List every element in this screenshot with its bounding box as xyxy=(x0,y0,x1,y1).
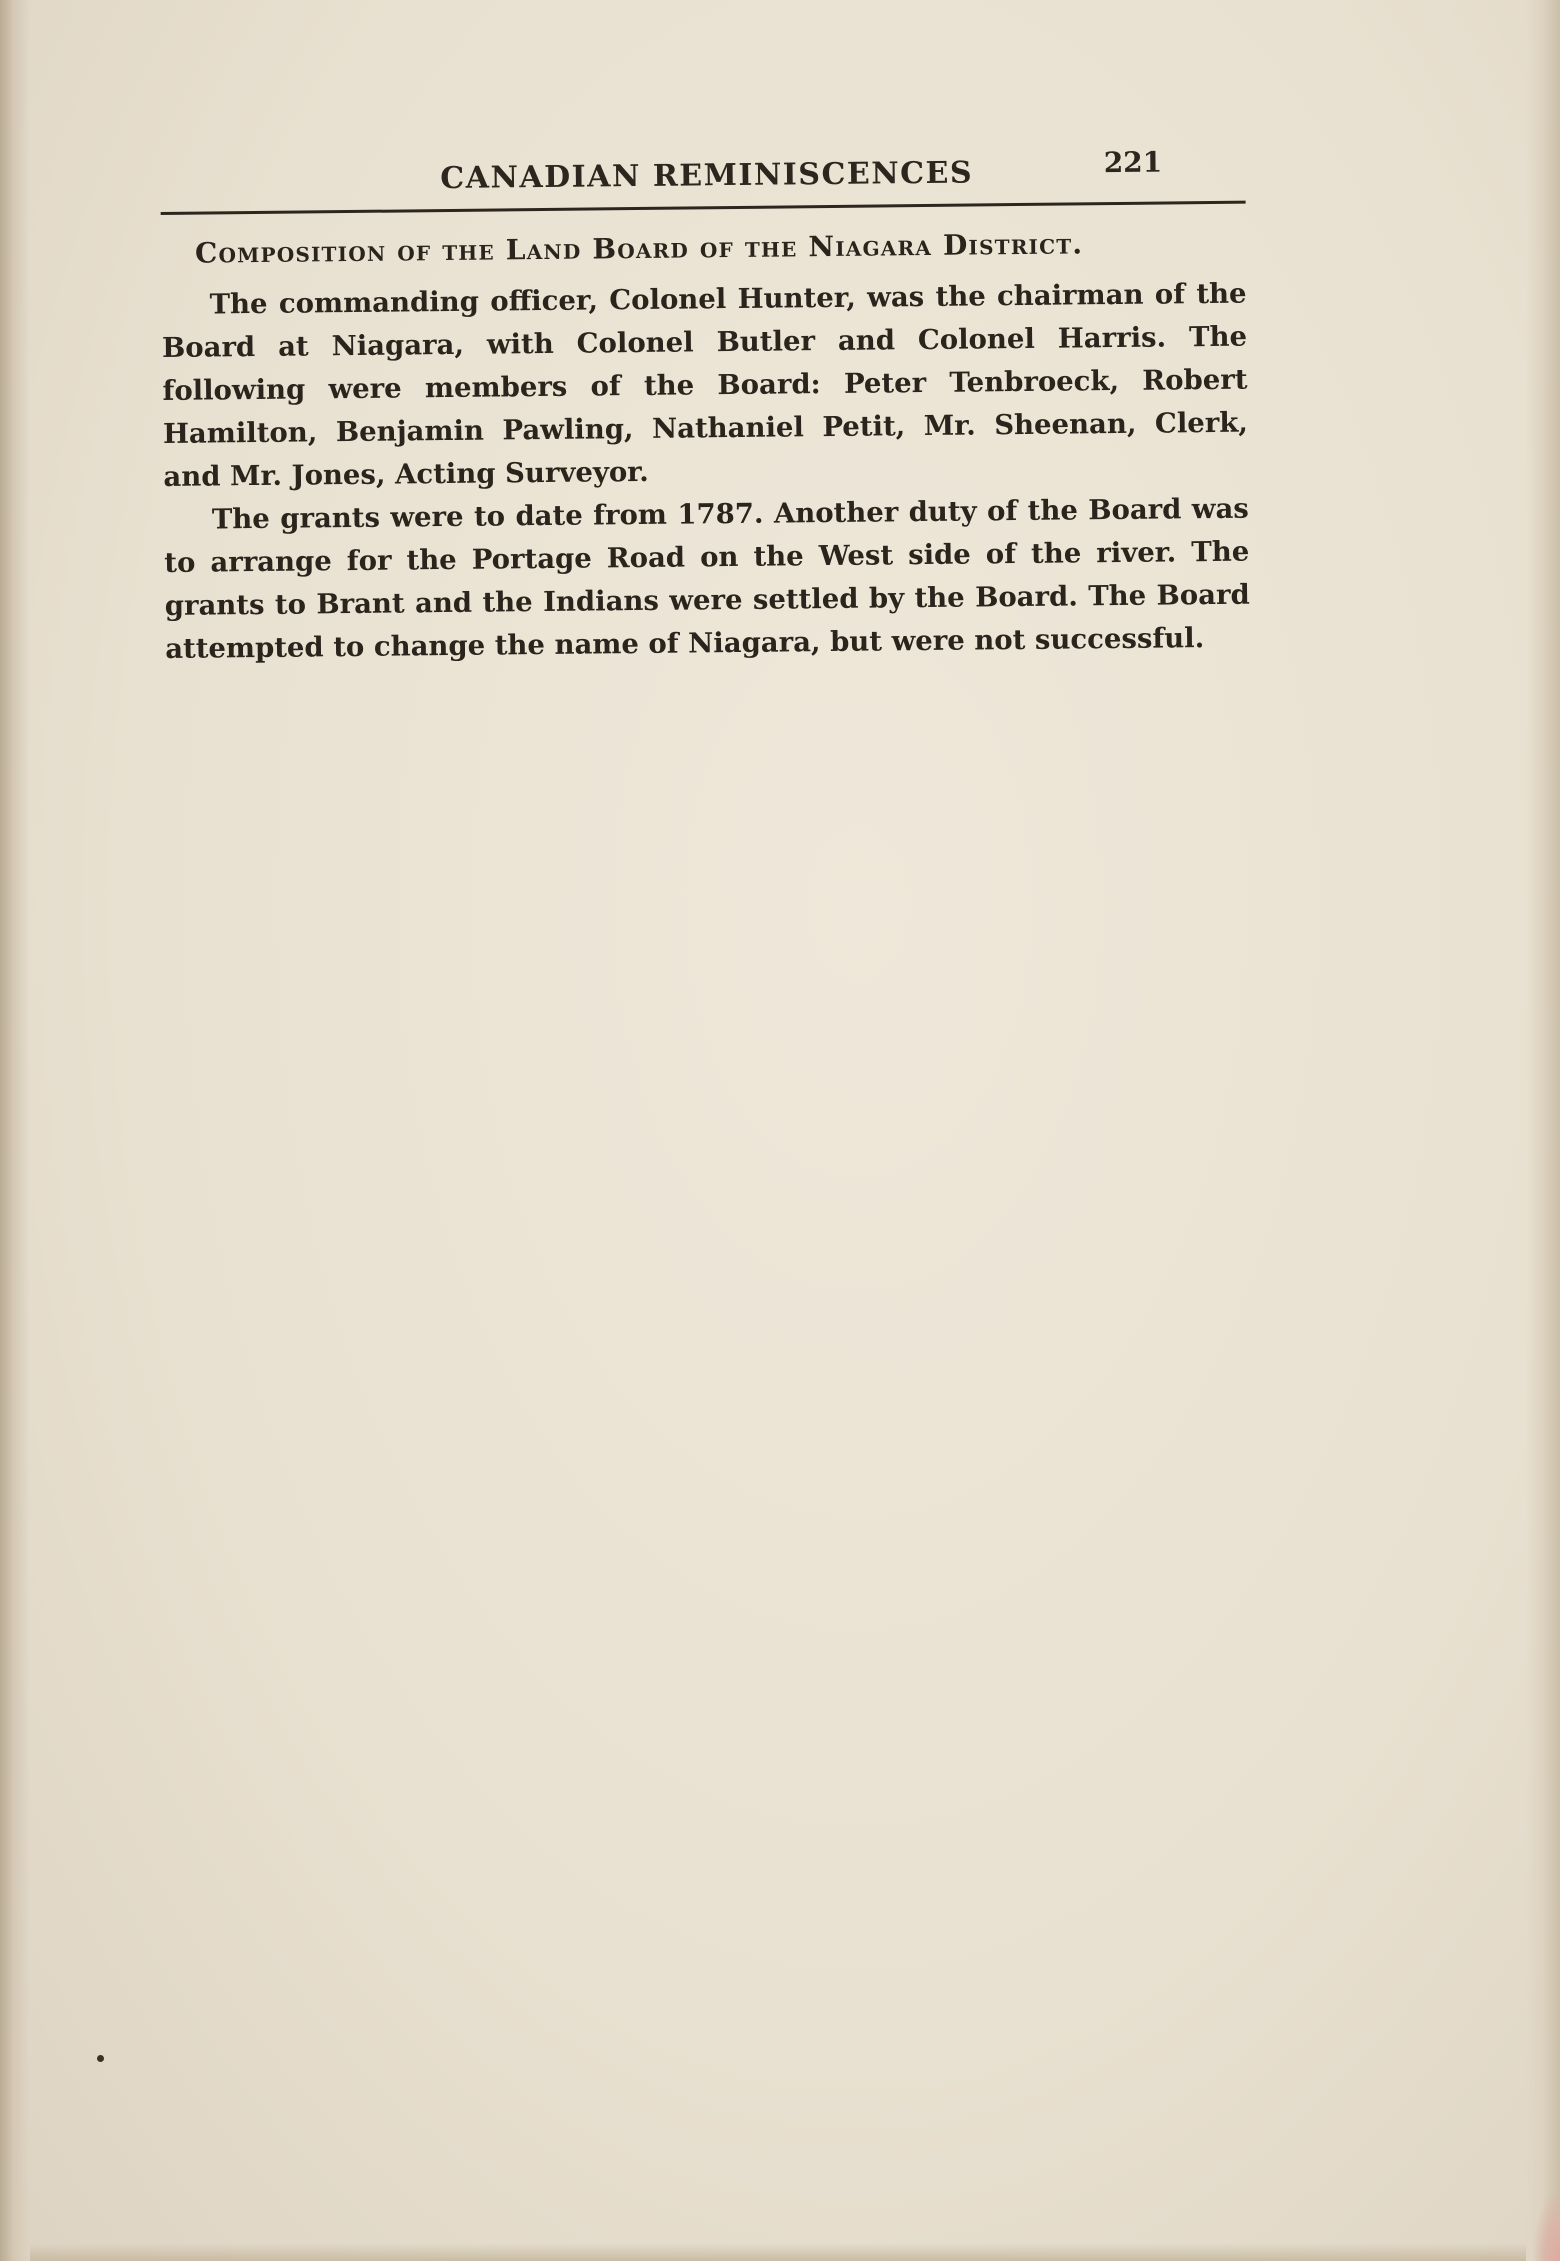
page-number: 221 xyxy=(1103,145,1163,180)
page-content xyxy=(160,138,1265,670)
ink-speck xyxy=(97,2055,104,2062)
body-text xyxy=(161,272,1265,670)
page-edge xyxy=(1526,0,1560,2261)
binding-gutter xyxy=(0,0,30,2261)
corner-stain xyxy=(1534,2191,1560,2261)
running-head xyxy=(160,138,1261,206)
page-bottom-edge xyxy=(30,2243,1526,2261)
paragraph-grants: The grants were to date from 1787. Another duty of the Board was to arrange for the Portage Road on the West side of the river. The grants to Brant and the Indians were settled by the Board. The Board attempted to change the name of Niagara, but were not successful. xyxy=(164,492,1250,665)
section-heading: Composition of the Land Board of the Niagara District. xyxy=(194,227,1084,270)
running-title: CANADIAN REMINISCENCES xyxy=(440,155,974,197)
paragraph-board-members: The commanding officer, Colonel Hunter, was the chairman of the Board at Niagara, with Colonel Butler and Colonel Harris. The following were members of the Board: Peter Tenbroeck, Robert Hamilton, Benjamin Pawling, Nathaniel Petit, Mr. Sheenan, Clerk, and Mr. Jones, Acting Surveyor. xyxy=(161,277,1249,493)
